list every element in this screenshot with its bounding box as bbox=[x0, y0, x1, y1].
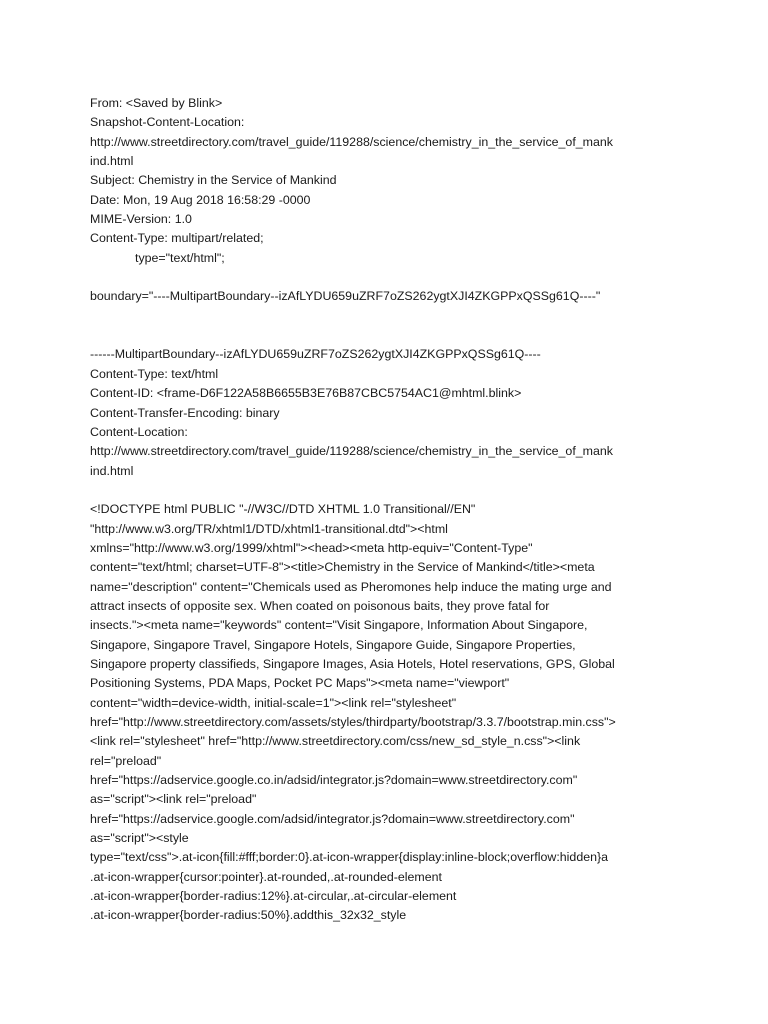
header-type-param: type="text/html"; bbox=[135, 250, 225, 265]
blank-line bbox=[90, 307, 690, 326]
blank-line bbox=[90, 326, 690, 345]
html-source-line: content="text/html; charset=UTF-8"><title>Chemistry in the Service of Mankind</title><meta bbox=[90, 560, 595, 575]
part-location-url-cont: ind.html bbox=[90, 463, 134, 478]
header-snapshot-location: Snapshot-Content-Location: bbox=[90, 115, 245, 130]
header-snapshot-url: http://www.streetdirectory.com/travel_guide/119288/science/chemistry_in_the_service_of_mank bbox=[90, 134, 613, 149]
html-source-block bbox=[90, 500, 690, 926]
html-source-line: "http://www.w3.org/TR/xhtml1/DTD/xhtml1-transitional.dtd"><html bbox=[90, 521, 448, 536]
document-page bbox=[90, 94, 690, 926]
html-source-line: <link rel="stylesheet" href="http://www.streetdirectory.com/css/new_sd_style_n.css"><link bbox=[90, 734, 581, 749]
html-source-line: insects."><meta name="keywords" content="Visit Singapore, Information About Singapore, bbox=[90, 618, 588, 633]
part-transfer-encoding: Content-Transfer-Encoding: binary bbox=[90, 405, 280, 420]
part-location-url: http://www.streetdirectory.com/travel_guide/119288/science/chemistry_in_the_service_of_mank bbox=[90, 444, 613, 459]
header-content-type: Content-Type: multipart/related; bbox=[90, 231, 264, 246]
html-source-line: content="width=device-width, initial-scale=1"><link rel="stylesheet" bbox=[90, 695, 457, 710]
html-source-line: type="text/css">.at-icon{fill:#fff;border:0}.at-icon-wrapper{display:inline-block;overflow:hidden}a bbox=[90, 850, 609, 865]
html-source-line: as="script"><link rel="preload" bbox=[90, 792, 257, 807]
html-source-line: Singapore, Singapore Travel, Singapore Hotels, Singapore Guide, Singapore Properties, bbox=[90, 637, 576, 652]
part-boundary: ------MultipartBoundary--izAfLYDU659uZRF7oZS262ygtXJI4ZKGPPxQSSg61Q---- bbox=[90, 347, 541, 362]
html-source-line: rel="preload" bbox=[90, 753, 162, 768]
header-date: Date: Mon, 19 Aug 2018 16:58:29 -0000 bbox=[90, 192, 311, 207]
html-source-line: Singapore property classifieds, Singapore Images, Asia Hotels, Hotel reservations, GPS, Global bbox=[90, 656, 615, 671]
header-mime-version: MIME-Version: 1.0 bbox=[90, 212, 192, 227]
html-source-line: .at-icon-wrapper{border-radius:50%}.addthis_32x32_style bbox=[90, 908, 407, 923]
part-content-type: Content-Type: text/html bbox=[90, 366, 219, 381]
header-subject: Subject: Chemistry in the Service of Mankind bbox=[90, 173, 337, 188]
html-source-line: href="https://adservice.google.com/adsid/integrator.js?domain=www.streetdirectory.com" bbox=[90, 811, 575, 826]
part-content-location: Content-Location: bbox=[90, 424, 188, 439]
header-boundary: boundary="----MultipartBoundary--izAfLYDU659uZRF7oZS262ygtXJI4ZKGPPxQSSg61Q----" bbox=[90, 289, 601, 304]
html-source-line: name="description" content="Chemicals used as Pheromones help induce the mating urge and bbox=[90, 579, 612, 594]
html-source-line: attract insects of opposite sex. When coated on poisonous baits, they prove fatal for bbox=[90, 598, 550, 613]
html-source-line: href="https://adservice.google.co.in/adsid/integrator.js?domain=www.streetdirectory.com" bbox=[90, 773, 578, 788]
html-source-line: as="script"><style bbox=[90, 831, 189, 846]
html-source-line: .at-icon-wrapper{border-radius:12%}.at-circular,.at-circular-element bbox=[90, 889, 457, 904]
header-snapshot-url-cont: ind.html bbox=[90, 154, 134, 169]
blank-line bbox=[90, 481, 690, 500]
blank-line bbox=[90, 268, 690, 287]
html-source-line: .at-icon-wrapper{cursor:pointer}.at-rounded,.at-rounded-element bbox=[90, 869, 442, 884]
html-source-line: href="http://www.streetdirectory.com/assets/styles/thirdparty/bootstrap/3.3.7/bootstrap.min.css"> bbox=[90, 715, 616, 729]
html-source-line: <!DOCTYPE html PUBLIC "-//W3C//DTD XHTML 1.0 Transitional//EN" bbox=[90, 502, 476, 517]
html-source-line: Positioning Systems, PDA Maps, Pocket PC Maps"><meta name="viewport" bbox=[90, 676, 510, 691]
part-content-id: Content-ID: <frame-D6F122A58B6655B3E76B87CBC5754AC1@mhtml.blink> bbox=[90, 386, 522, 401]
header-from: From: <Saved by Blink> bbox=[90, 96, 223, 110]
html-source-line: xmlns="http://www.w3.org/1999/xhtml"><head><meta http-equiv="Content-Type" bbox=[90, 540, 533, 555]
